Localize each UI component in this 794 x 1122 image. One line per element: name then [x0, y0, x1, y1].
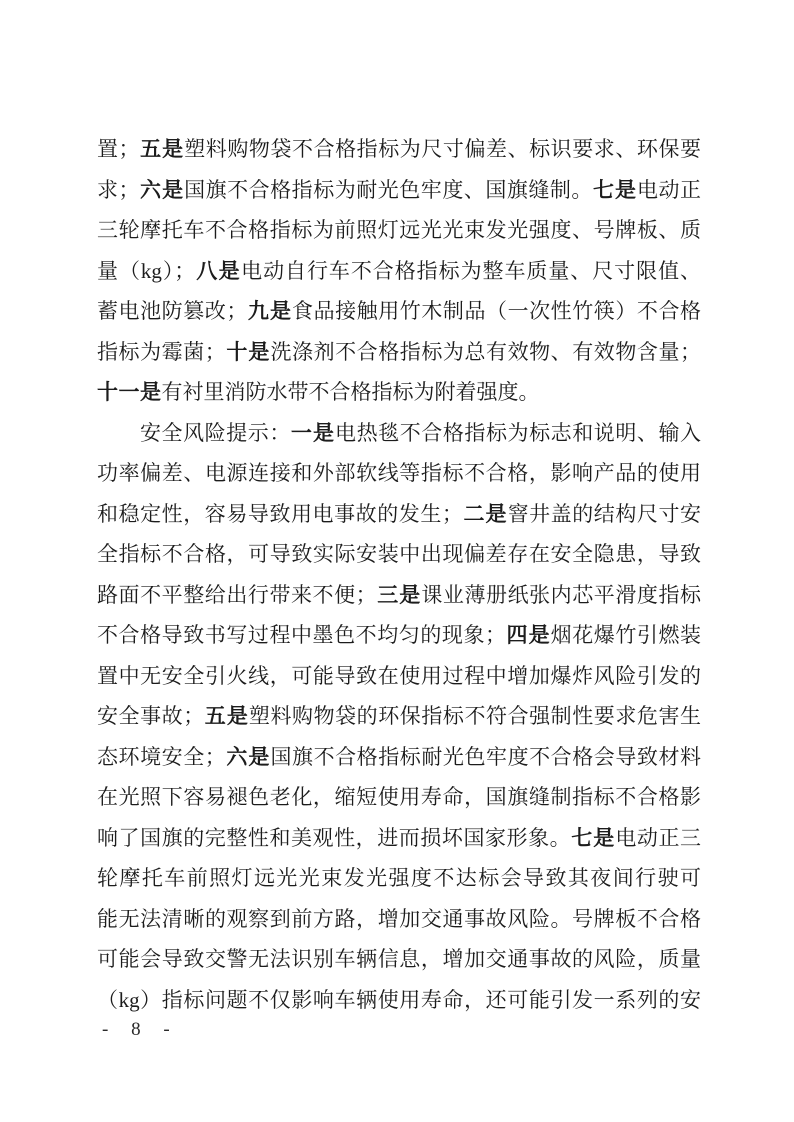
text-line: [97, 210, 701, 251]
text-line: [97, 696, 701, 737]
text-line: [97, 615, 701, 656]
page-number: - 8 -: [102, 1019, 179, 1040]
body-text-segment: 三轮摩托车不合格指标为前照灯远光光束发光强度、号牌板、质: [97, 218, 701, 242]
text-line: [97, 777, 701, 818]
body-text-segment: 不合格导致书写过程中墨色不均匀的现象；: [97, 623, 506, 647]
text-line: [97, 332, 701, 373]
emphasis-text: 十是: [225, 340, 271, 364]
body-text-segment: 课业薄册纸张内芯平滑度指标: [421, 582, 701, 607]
body-text-segment: 响了国旗的完整性和美观性，进而损坏国家形象。: [97, 825, 572, 850]
text-line: [97, 575, 701, 616]
body-text-segment: 量（kg）；: [97, 258, 196, 283]
text-line: [97, 170, 701, 211]
text-line: [97, 413, 701, 454]
body-text-segment: 态环境安全；: [97, 744, 226, 769]
emphasis-text: 八是: [195, 259, 242, 283]
text-line: [97, 129, 701, 170]
text-line: [97, 939, 701, 980]
emphasis-text: 四是: [506, 624, 551, 647]
text-line: [97, 899, 701, 940]
body-text-segment: 电动正三: [615, 825, 701, 850]
body-text-block: [97, 129, 701, 1020]
body-text-segment: 置；: [97, 137, 140, 161]
emphasis-text: 七是: [571, 826, 616, 850]
body-text-segment: 电动自行车不合格指标为整车质量、尺寸限值、: [241, 258, 701, 283]
emphasis-text: 六是: [225, 745, 271, 769]
body-text-segment: （kg）指标问题不仅影响车辆使用寿命，还可能引发一系列的安: [97, 987, 701, 1012]
emphasis-text: 九是: [247, 300, 293, 323]
text-line: [97, 494, 701, 535]
emphasis-text: 三是: [376, 583, 422, 607]
body-text-segment: 求；: [97, 177, 140, 202]
body-text-segment: 和稳定性，容易导致用电事故的发生；: [97, 501, 463, 526]
body-text-segment: 塑料购物袋不合格指标为尺寸偏差、标识要求、环保要: [184, 137, 701, 161]
body-text-segment: 蓄电池防篡改；: [97, 299, 248, 323]
body-text-segment: 窨井盖的结构尺寸安: [507, 501, 701, 526]
emphasis-text: 十一是: [97, 381, 162, 404]
body-text-segment: 电动正: [637, 177, 701, 202]
text-line: [97, 453, 701, 494]
body-text-segment: 能无法清晰的观察到前方路，增加交通事故风险。号牌板不合格: [97, 906, 701, 931]
body-text-segment: 国旗不合格指标耐光色牢度不合格会导致材料: [270, 744, 701, 769]
text-line: [97, 534, 701, 575]
body-text-segment: 轮摩托车前照灯远光光束发光强度不达标会导致其夜间行驶可: [97, 866, 701, 890]
text-line: [97, 656, 701, 697]
body-text-segment: 可能会导致交警无法识别车辆信息，增加交通事故的风险，质量: [97, 947, 701, 971]
body-text-segment: 塑料购物袋的环保指标不符合强制性要求危害生: [248, 704, 701, 728]
body-text-segment: 全指标不合格，可导致实际安装中出现偏差存在安全隐患，导致: [97, 542, 701, 566]
emphasis-text: 五是: [139, 138, 185, 161]
body-text-segment: 安全风险提示：: [140, 420, 291, 445]
text-line: [97, 251, 701, 292]
body-text-segment: 食品接触用竹木制品（一次性竹筷）不合格: [292, 299, 701, 323]
body-text-segment: 国旗不合格指标为耐光色牢度、国旗缝制。: [184, 177, 593, 202]
body-text-segment: 在光照下容易褪色老化，缩短使用寿命，国旗缝制指标不合格影: [97, 785, 701, 809]
text-line: [97, 372, 701, 413]
body-text-segment: 安全事故；: [97, 704, 205, 728]
emphasis-text: 六是: [139, 178, 185, 202]
body-text-segment: 有衬里消防水带不合格指标为附着强度。: [161, 380, 540, 404]
body-text-segment: 功率偏差、电源连接和外部软线等指标不合格，影响产品的使用: [97, 461, 701, 485]
emphasis-text: 五是: [204, 705, 249, 728]
text-line: [97, 858, 701, 899]
body-text-segment: 路面不平整给出行带来不便；: [97, 582, 377, 607]
body-text-segment: 洗涤剂不合格指标为总有效物、有效物含量；: [270, 339, 701, 364]
text-line: [97, 818, 701, 859]
body-text-segment: 烟花爆竹引燃装: [550, 623, 701, 647]
body-text-segment: 电热毯不合格指标为标志和说明、输入: [335, 420, 701, 445]
emphasis-text: 一是: [290, 421, 336, 445]
text-line: [97, 980, 701, 1021]
text-line: [97, 737, 701, 778]
body-text-segment: 指标为霉菌；: [97, 339, 226, 364]
emphasis-text: 七是: [592, 178, 637, 202]
emphasis-text: 二是: [462, 502, 508, 526]
body-text-segment: 置中无安全引火线，可能导致在使用过程中增加爆炸风险引发的: [97, 663, 701, 688]
text-line: [97, 291, 701, 332]
